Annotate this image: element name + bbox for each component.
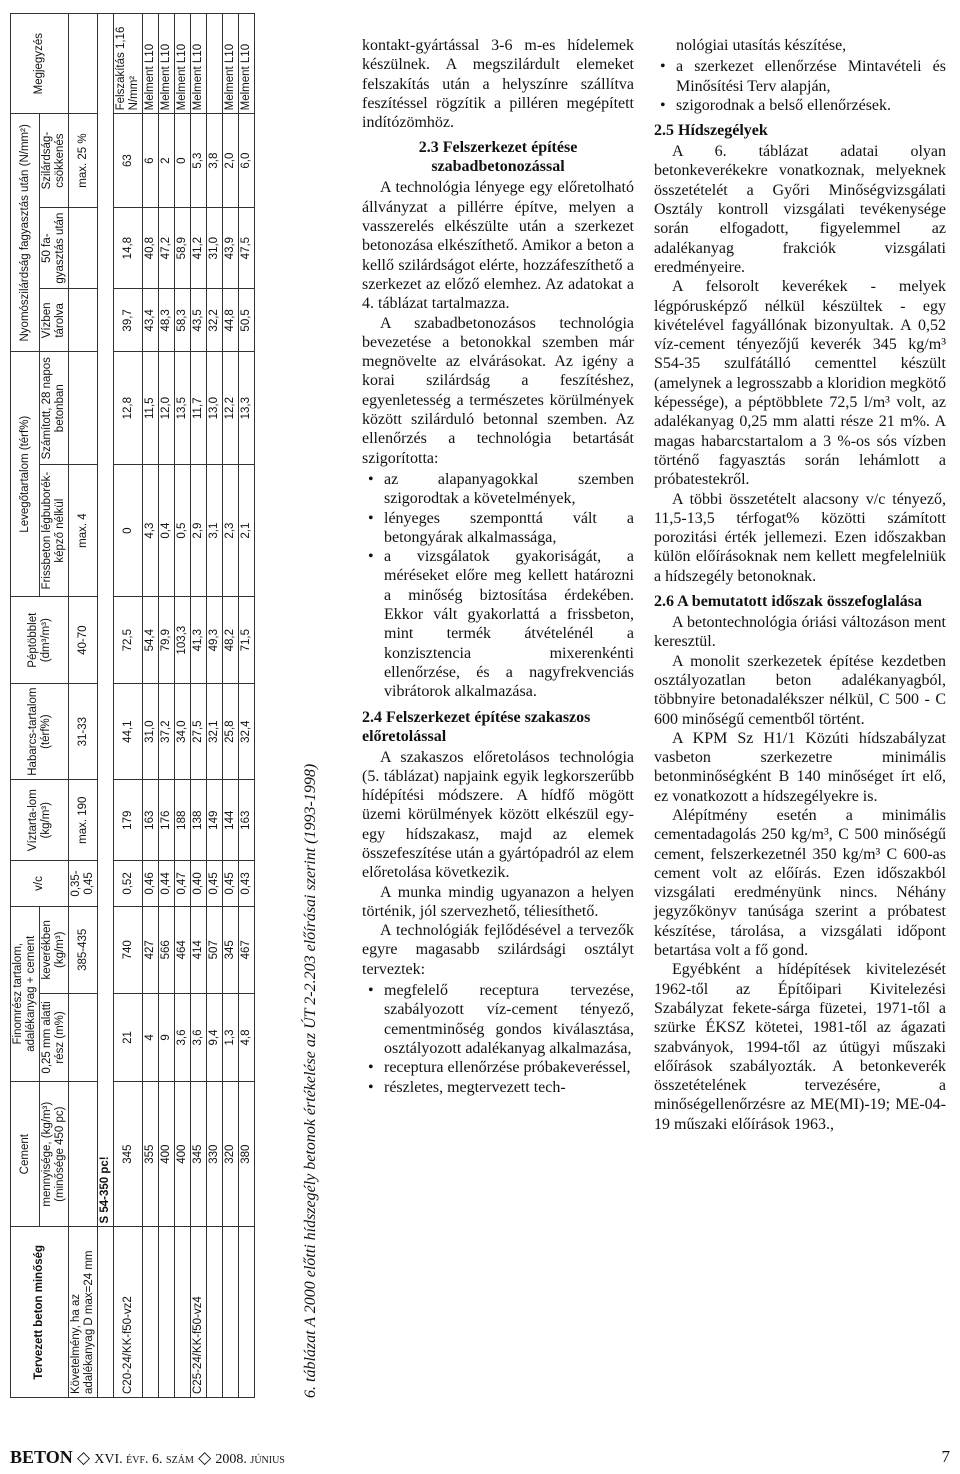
table-cell: 34,0 <box>175 684 191 780</box>
header-cement <box>11 1081 40 1227</box>
table-cell <box>207 14 223 114</box>
table-cell: 188 <box>175 780 191 861</box>
table-cell: 48,3 <box>159 289 175 352</box>
table-cell: 72,5 <box>114 597 143 684</box>
paragraph: A monolit szerkezetek építése kezdetben osztályozatlan beton adalékanyagból, többnyire betonadalékszer nélkül, C 500 - C 600 minőségű cementből történt. <box>654 652 946 728</box>
table-cell: 3,6 <box>175 994 191 1082</box>
table-cell: Melment L10 <box>191 14 207 114</box>
row-label <box>239 1227 255 1398</box>
rotated-table <box>0 10 345 1410</box>
table-cell: 11,5 <box>143 352 159 465</box>
table-cell: 345 <box>191 1081 207 1227</box>
req-cell <box>69 207 98 289</box>
row-label <box>143 1227 159 1398</box>
table-cell: 400 <box>175 1081 191 1227</box>
table-cell: 176 <box>159 780 175 861</box>
table-cell: 71,5 <box>239 597 255 684</box>
req-cell <box>69 289 98 352</box>
header-nyom-a: Vízben tárolva <box>40 289 69 352</box>
table-cell: 12,8 <box>114 352 143 465</box>
table-row <box>143 14 159 1398</box>
paragraph: A szakaszos előretolásos technológia (5. táblázat) napjaink egyik legkorszerűbb hídépítési módszere. A hídfő mögött üzemi körülmények között elkészül egy-egy hídszakasz, majd az elemek összefeszítése után a gyártópadról az elem előretolása következik. <box>362 748 634 882</box>
header-pep: Péptöbblet (dm³/m³) <box>11 597 69 684</box>
table-row <box>239 14 255 1398</box>
issue-date: 2008. június <box>215 1452 285 1467</box>
table-cell: 0,5 <box>175 465 191 597</box>
table-cell: 330 <box>207 1081 223 1227</box>
requirement-row <box>69 14 98 1398</box>
table-header-row <box>11 14 40 1398</box>
paragraph: Alépítmény esetén a minimális cementadagolás 250 kg/m³, C 500 minőségű cement, felszerkezetnél 350 kg/m³ C 600-as cement volt az előírás. Ezen időszakból vizsgálati eredményünk nincs. Néhány jegyzőkönyv tanúsága szerint a próbatest készítése, tárolása, a vizsgálati időpont betartása volt a fő gond. <box>654 806 946 960</box>
req-cell: max. 4 <box>69 465 98 597</box>
table-cell: 13,3 <box>239 352 255 465</box>
table-cell: 32,2 <box>207 289 223 352</box>
header-tervezett: Tervezett beton minőség <box>11 1227 69 1398</box>
requirement-label: Követelmény, ha az adalékanyag D max=24 mm <box>69 1227 98 1398</box>
table-cell: 40,8 <box>143 207 159 289</box>
row-label: C25-24/KK-f50-vz4 <box>191 1227 207 1398</box>
req-cell: 40-70 <box>69 597 98 684</box>
paragraph: A betontechnológia óriási változáson ment keresztül. <box>654 614 946 651</box>
table-cell: 2,0 <box>223 114 239 207</box>
empty-cell <box>98 1227 114 1398</box>
header-lego-a: Frissbeton légbuborék-képző nélkül <box>40 465 69 597</box>
list-item: • a szerkezet ellenőrzése Mintavételi és Minősítési Terv alapján, <box>676 57 946 96</box>
table-cell: 4 <box>143 994 159 1082</box>
table-cell: 103,3 <box>175 597 191 684</box>
footer <box>10 1447 285 1468</box>
table-cell: 58,3 <box>175 289 191 352</box>
req-cell: max. 190 <box>69 780 98 861</box>
paragraph: A felsorolt keverékek - melyek légpórusképző nélkül készültek - egy kivételével fagyállónak bizonyultak. A 0,52 víz-cement tényezőjű keverék 345 kg/m³ S54-35 szulfátálló cementtel készült (amelynek a legrosszabb a kloridion megkötő képessége), a péptöbblete 72,5 l/m³ volt, az adalékanyag 0,25 mm alatti része 21 m%. A magas habarcstartalom a 3 %-os sós vízben történő fagyasztás során lehámlott a próbatestekről. <box>654 278 946 489</box>
list-item: • részletes, megtervezett tech- <box>384 1078 634 1097</box>
req-cell: max. 25 % <box>69 114 98 207</box>
bullet-list <box>362 470 634 702</box>
table-row <box>207 14 223 1398</box>
table-cell: 144 <box>223 780 239 861</box>
table-row <box>114 14 143 1398</box>
table-cell: 0,45 <box>223 861 239 906</box>
header-nyom: Nyomószilárdság fagyasztás után (N/mm²) <box>11 114 40 352</box>
table-cell: 41,3 <box>191 597 207 684</box>
list-item: • a vizsgálatok gyakoriságát, a méréseket előre meg kellett határozni a minőség biztosítása érdekében. Ekkor vált gyakorlattá a frissbeton, mint termék átvételénél a konzisztencia mixerenkénti ellenőrzése, és a nagyfrekvenciás vibrátorok alkalmazása. <box>384 547 634 701</box>
table-cell: 31,0 <box>143 684 159 780</box>
table-cell: 380 <box>239 1081 255 1227</box>
table-body <box>69 14 255 1398</box>
table-cell: 2,9 <box>191 465 207 597</box>
table-cell: 12,2 <box>223 352 239 465</box>
diamond-icon: ◇ <box>76 1448 91 1467</box>
table-cell: 740 <box>114 906 143 994</box>
table-cell: 467 <box>239 906 255 994</box>
table-cell: 13,0 <box>207 352 223 465</box>
rotated-table-region <box>0 0 345 1420</box>
table-cell: 138 <box>191 780 207 861</box>
table-cell: 48,2 <box>223 597 239 684</box>
table-cell: 0,47 <box>175 861 191 906</box>
table-cell: 21 <box>114 994 143 1082</box>
row-label <box>207 1227 223 1398</box>
table-cell: 3,8 <box>207 114 223 207</box>
bullet-list <box>654 57 946 115</box>
paragraph: A technológiák fejlődésével a tervezők egyre magasabb szilárdsági osztályt terveztek: <box>362 922 634 978</box>
text-column-right <box>654 36 946 1134</box>
table-cell: 0,45 <box>207 861 223 906</box>
journal-name: BETON <box>10 1447 73 1467</box>
req-cell: 0,35-0,45 <box>69 861 98 906</box>
table-cell: 400 <box>159 1081 175 1227</box>
table-cell: 44,8 <box>223 289 239 352</box>
header-finom-a: 0,25 mm alatti rész (m%) <box>40 994 69 1082</box>
table-cell: 345 <box>223 906 239 994</box>
table-caption: 6. táblázat A 2000 előtti hídszegély betonok értékelése az ÚT 2-2.203 előírásai szerint (1993-1998) <box>302 763 319 1398</box>
table-cell: 3,6 <box>191 994 207 1082</box>
header-megj: Megjegyzés <box>11 14 69 114</box>
paragraph: A KPM Sz H1/1 Közúti hídszabályzat vasbeton szerkezetre minimális betonminőségként B 140 minőséget írt elő, ez vonatkozott a hídszegélyekre is. <box>654 729 946 805</box>
table-cell: 47,2 <box>159 207 175 289</box>
table-cell: 566 <box>159 906 175 994</box>
table-cell: 414 <box>191 906 207 994</box>
table-cell: 11,7 <box>191 352 207 465</box>
table-row <box>191 14 207 1398</box>
table-cell: 43,4 <box>143 289 159 352</box>
table-cell: 2,3 <box>223 465 239 597</box>
table-cell: 427 <box>143 906 159 994</box>
text-column-left <box>362 36 634 1099</box>
page-number: 7 <box>941 1447 950 1466</box>
table-cell: 14,8 <box>114 207 143 289</box>
table-cell: 50,5 <box>239 289 255 352</box>
header-finom-b: keverékben (kg/m³) <box>40 906 69 994</box>
section-heading-2-6: 2.6 A bemutatott időszak összefoglalása <box>654 593 922 611</box>
table-cell: 44,1 <box>114 684 143 780</box>
header-finom: Finomrész tartalom, adalékanyag + cement <box>11 906 40 1081</box>
table-cell: 47,5 <box>239 207 255 289</box>
header-nyom-b: 50 fa-gyasztás után <box>40 207 69 289</box>
table-cell: 3,1 <box>207 465 223 597</box>
table-cell: 163 <box>239 780 255 861</box>
table-cell: 0,44 <box>159 861 175 906</box>
table-row <box>159 14 175 1398</box>
table-cell: 507 <box>207 906 223 994</box>
row-label <box>175 1227 191 1398</box>
table-row <box>223 14 239 1398</box>
table-cell: 0,40 <box>191 861 207 906</box>
list-item: • az alapanyagokkal szemben szigorodtak a követelmények, <box>384 470 634 509</box>
table-cell: 6,0 <box>239 114 255 207</box>
table-cell: 0 <box>175 114 191 207</box>
table-cell: 163 <box>143 780 159 861</box>
table-cell: 0,46 <box>143 861 159 906</box>
list-item: • megfelelő receptura tervezése, szabályozott víz-cement tényező, cementminőség gondos kiválasztása, osztályozott adalékanyag alkalmazása, <box>384 981 634 1058</box>
table-cell: 0,4 <box>159 465 175 597</box>
table-cell: 79,9 <box>159 597 175 684</box>
table-cell: 43,9 <box>223 207 239 289</box>
list-item: • lényeges szemponttá vált a betongyárak alkalmassága, <box>384 509 634 548</box>
table-cell: 4,3 <box>143 465 159 597</box>
header-nyom-c: Szilárdság-csökkenés <box>40 114 69 207</box>
table-cell: 2 <box>159 114 175 207</box>
paragraph: A többi összetételt alacsony v/c tényező, 11,5-13,5 térfogat% közötti számított porozitási érték jellemezi. Ezen időszakban külön előírásoknak nem kellett megfelelniük a hídszegély betonoknak. <box>654 490 946 585</box>
table-cell: 25,8 <box>223 684 239 780</box>
row-label: C20-24/KK-f50-vz2 <box>114 1227 143 1398</box>
table-cell: Melment L10 <box>143 14 159 114</box>
table-cell: 0 <box>114 465 143 597</box>
diamond-icon: ◇ <box>198 1448 212 1467</box>
header-cement-label: Cement <box>18 1134 31 1175</box>
table-cell: 0,52 <box>114 861 143 906</box>
row-label <box>223 1227 239 1398</box>
paragraph: Egyébként a hídépítések kivitelezését 1962-től az Építőipari Kivitelezési Szabályzat fekete-sárga füzetei, 1971-től a szürke ÉKSZ kötetei, 1981-től az ágazati szabványok, 1994-től az útügyi műszaki előírások szabályozták. A betonkeverék összetételének tervezésére, a minőségellenőrzésre az ME(MI)-19; ME-04-19 műszaki előírások 1963., <box>654 961 946 1133</box>
issue-info: XVI. évf. 6. szám <box>94 1452 194 1467</box>
paragraph: A szabadbetonozásos technológia bevezetése a betonokkal szemben már megnövelte az elvárásokat. Az igény a korai szilárdság a feszítéshez, egyenletesség a természetes körülmények között szilárduló betonnal szemben. Az ellenőrzés a technológia betartását szigorította: <box>362 314 634 467</box>
table-cell: 2,1 <box>239 465 255 597</box>
table-cell: 0,43 <box>239 861 255 906</box>
section-heading-2-4: 2.4 Felszerkezet építése szakaszos előretolással <box>362 708 591 745</box>
bullet-list <box>362 981 634 1097</box>
table-cell: 49,3 <box>207 597 223 684</box>
table-cell: 320 <box>223 1081 239 1227</box>
req-cell <box>69 14 98 114</box>
table-cell: 1,3 <box>223 994 239 1082</box>
paragraph: kontakt-gyártással 3-6 m-es hídelemek készülnek. A megszilárdult elemeket felszakítás után a helyszínre szállítva feszítéssel rögzítik a pilléren megépített indítózömhöz. <box>362 37 634 132</box>
table-cell: 179 <box>114 780 143 861</box>
table-cell: 31,0 <box>207 207 223 289</box>
table-cell: 12,0 <box>159 352 175 465</box>
table-cell: 345 <box>114 1081 143 1227</box>
table-cell: 9,4 <box>207 994 223 1082</box>
paragraph: A 6. táblázat adatai olyan betonkeverékekre vonatkoznak, melyeknek összetételét a Győri Minőségvizsgálati Osztály kontroll vizsgálati tevékenysége során elfogadott, figyelemmel az adalékanyag frakciók vizsgálati eredményeire. <box>654 143 946 276</box>
req-cell: 31-33 <box>69 684 98 780</box>
table-cell: 32,1 <box>207 684 223 780</box>
table-cell: 39,7 <box>114 289 143 352</box>
req-cell <box>69 994 98 1082</box>
table-cell: 149 <box>207 780 223 861</box>
section-heading-2-5: 2.5 Hídszegélyek <box>654 122 768 140</box>
table-cell: 6 <box>143 114 159 207</box>
header-vc: v/c <box>11 861 69 906</box>
table-cell: Melment L10 <box>223 14 239 114</box>
table-cell: Melment L10 <box>159 14 175 114</box>
table-cell: 63 <box>114 114 143 207</box>
table-cell: 32,4 <box>239 684 255 780</box>
section-heading-2-3: 2.3 Felszerkezet építése szabadbetonozással <box>418 139 578 176</box>
table-cell: 58,9 <box>175 207 191 289</box>
req-cell <box>69 1081 98 1227</box>
table-cell: 9 <box>159 994 175 1082</box>
paragraph: nológiai utasítás készítése, <box>676 37 847 54</box>
table-cell: 27,5 <box>191 684 207 780</box>
table-cell: 355 <box>143 1081 159 1227</box>
table-cell: 41,2 <box>191 207 207 289</box>
header-habarcs: Habarcs-tartalom (térf%) <box>11 684 69 780</box>
req-cell <box>69 352 98 465</box>
req-cell: 385-435 <box>69 906 98 994</box>
data-table <box>10 13 255 1398</box>
header-viz: Víztarta-lom (kg/m³) <box>11 780 69 861</box>
header-cement-sub: mennyisége, (kg/m³) (minősége 450 pc) <box>40 1081 69 1227</box>
table-cell: 13,5 <box>175 352 191 465</box>
paragraph: A munka mindig ugyanazon a helyen történik, jól szervezhető, téliesíthető. <box>362 883 634 920</box>
header-lego-b: Számított, 28 napos betonban <box>40 352 69 465</box>
table-cell: Melment L10 <box>239 14 255 114</box>
table-cell: Melment L10 <box>175 14 191 114</box>
row-label <box>159 1227 175 1398</box>
table-row <box>175 14 191 1398</box>
list-item: • receptura ellenőrzése próbakeveréssel, <box>384 1058 634 1077</box>
list-item: • szigorodnak a belső ellenőrzések. <box>676 96 946 115</box>
table-cell: 43,5 <box>191 289 207 352</box>
cement-type-label: S 54-350 pc! <box>98 14 114 1228</box>
table-cell: 464 <box>175 906 191 994</box>
table-cell: 5,3 <box>191 114 207 207</box>
table-cell: Felszakítás 1,16 N/mm² <box>114 14 143 114</box>
header-lego: Levegőtartalom (térf%) <box>11 352 40 597</box>
cement-type-row <box>98 14 114 1398</box>
table-cell: 54,4 <box>143 597 159 684</box>
table-cell: 4,8 <box>239 994 255 1082</box>
paragraph: A technológia lényege egy előretolható állványzat a pillérre építve, melyen a vasszerelés elkészülte után a szerkezet betonozása elkészíthető. Amikor a beton a kellő szilárdságot elérte, hozzáfeszíthető a szerkezet az előző elemhez. Az adatokat a 4. táblázat tartalmazza. <box>362 179 634 313</box>
table-cell: 37,2 <box>159 684 175 780</box>
